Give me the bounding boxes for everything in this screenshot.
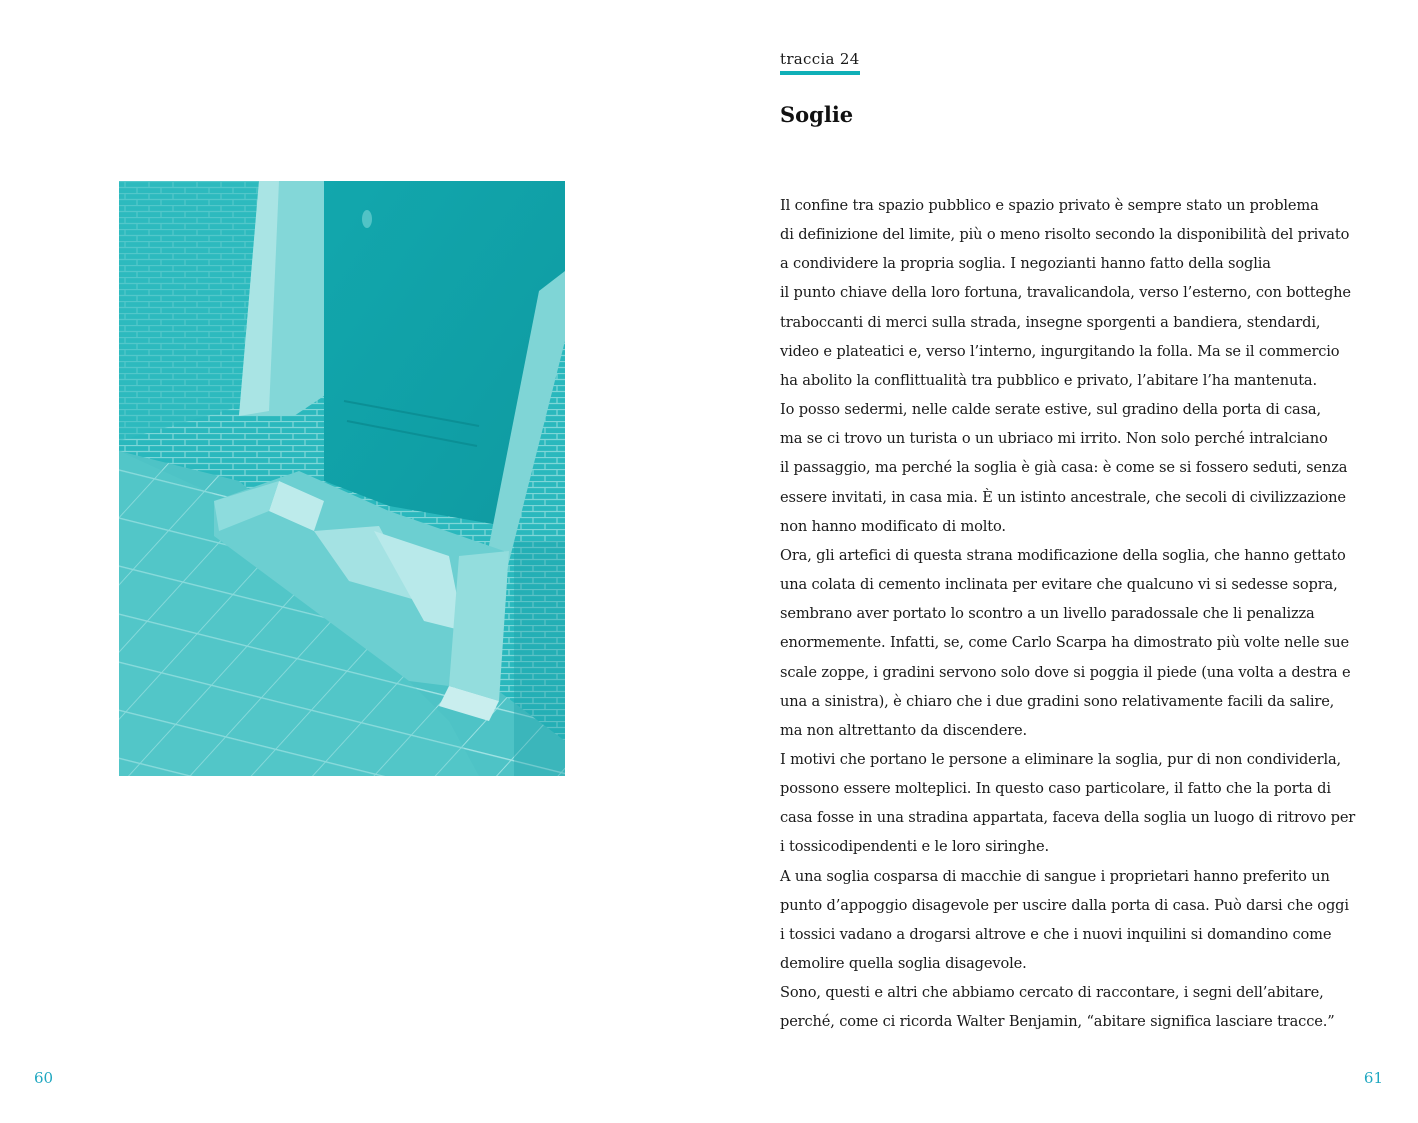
text-line: a condividere la propria soglia. I negozianti hanno fatto della soglia (780, 255, 1271, 273)
text-line: perché, come ci ricorda Walter Benjamin, “abitare significa lasciare tracce.” (780, 1013, 1335, 1031)
text-line: ha abolito la conflittualità tra pubblico e privato, l’abitare l’ha mantenuta. (780, 371, 1317, 389)
text-line: A una soglia cosparsa di macchie di sangue i proprietari hanno preferito un (780, 867, 1330, 885)
text-line: non hanno modificato di molto. (780, 517, 1006, 535)
text-line: enormemente. Infatti, se, come Carlo Scarpa ha dimostrato più volte nelle sue (780, 634, 1350, 652)
text-line: una a sinistra), è chiaro che i due gradini sono relativamente facili da salire, (780, 692, 1335, 710)
text-line: di definizione del limite, più o meno risolto secondo la disponibilità del privato (780, 226, 1350, 244)
body-text (780, 191, 1390, 1037)
text-line: traboccanti di merci sulla strada, insegne sporgenti a bandiera, stendardi, (780, 313, 1321, 331)
text-line: il punto chiave della loro fortuna, travalicandola, verso l’esterno, con botteghe (780, 284, 1351, 302)
track-label: traccia 24 (780, 50, 860, 75)
page-number-right: 61 (1363, 1069, 1383, 1087)
text-line: scale zoppe, i gradini servono solo dove si poggia il piede (una volta a destra e (780, 663, 1351, 681)
text-line: casa fosse in una stradina appartata, faceva della soglia un luogo di ritrovo per (780, 809, 1356, 827)
text-line: ma non altrettanto da discendere. (780, 721, 1028, 739)
chapter-title: Soglie (780, 102, 854, 127)
text-line: Sono, questi e altri che abbiamo cercato di raccontare, i segni dell’abitare, (780, 984, 1324, 1002)
text-line: ma se ci trovo un turista o un ubriaco mi irrito. Non solo perché intralciano (780, 430, 1328, 448)
text-line: punto d’appoggio disagevole per uscire dalla porta di casa. Può darsi che oggi (780, 896, 1349, 914)
text-line: I motivi che portano le persone a eliminare la soglia, pur di non condividerla, (780, 750, 1342, 768)
threshold-doorway-photo (119, 181, 565, 776)
text-line: possono essere molteplici. In questo caso particolare, il fatto che la porta di (780, 780, 1331, 798)
text-line: Io posso sedermi, nelle calde serate estive, sul gradino della porta di casa, (780, 401, 1321, 419)
page-number-left: 60 (34, 1069, 54, 1087)
text-line: sembrano aver portato lo scontro a un livello paradossale che li penalizza (780, 605, 1315, 623)
text-line: Il confine tra spazio pubblico e spazio privato è sempre stato un problema (780, 197, 1319, 214)
text-line: il passaggio, ma perché la soglia è già casa: è come se si fossero seduti, senza (780, 459, 1348, 477)
text-line: i tossicodipendenti e le loro siringhe. (780, 838, 1049, 856)
text-line: Ora, gli artefici di questa strana modificazione della soglia, che hanno gettato (780, 546, 1346, 564)
text-line: demolire quella soglia disagevole. (780, 955, 1027, 973)
text-line: una colata di cemento inclinata per evitare che qualcuno vi si sedesse sopra, (780, 576, 1338, 594)
text-line: video e plateatici e, verso l’interno, ingurgitando la folla. Ma se il commercio (780, 342, 1340, 360)
text-line: essere invitati, in casa mia. È un istinto ancestrale, che secoli di civilizzazione (780, 488, 1346, 506)
text-line: i tossici vadano a drogarsi altrove e che i nuovi inquilini si domandino come (780, 925, 1332, 943)
